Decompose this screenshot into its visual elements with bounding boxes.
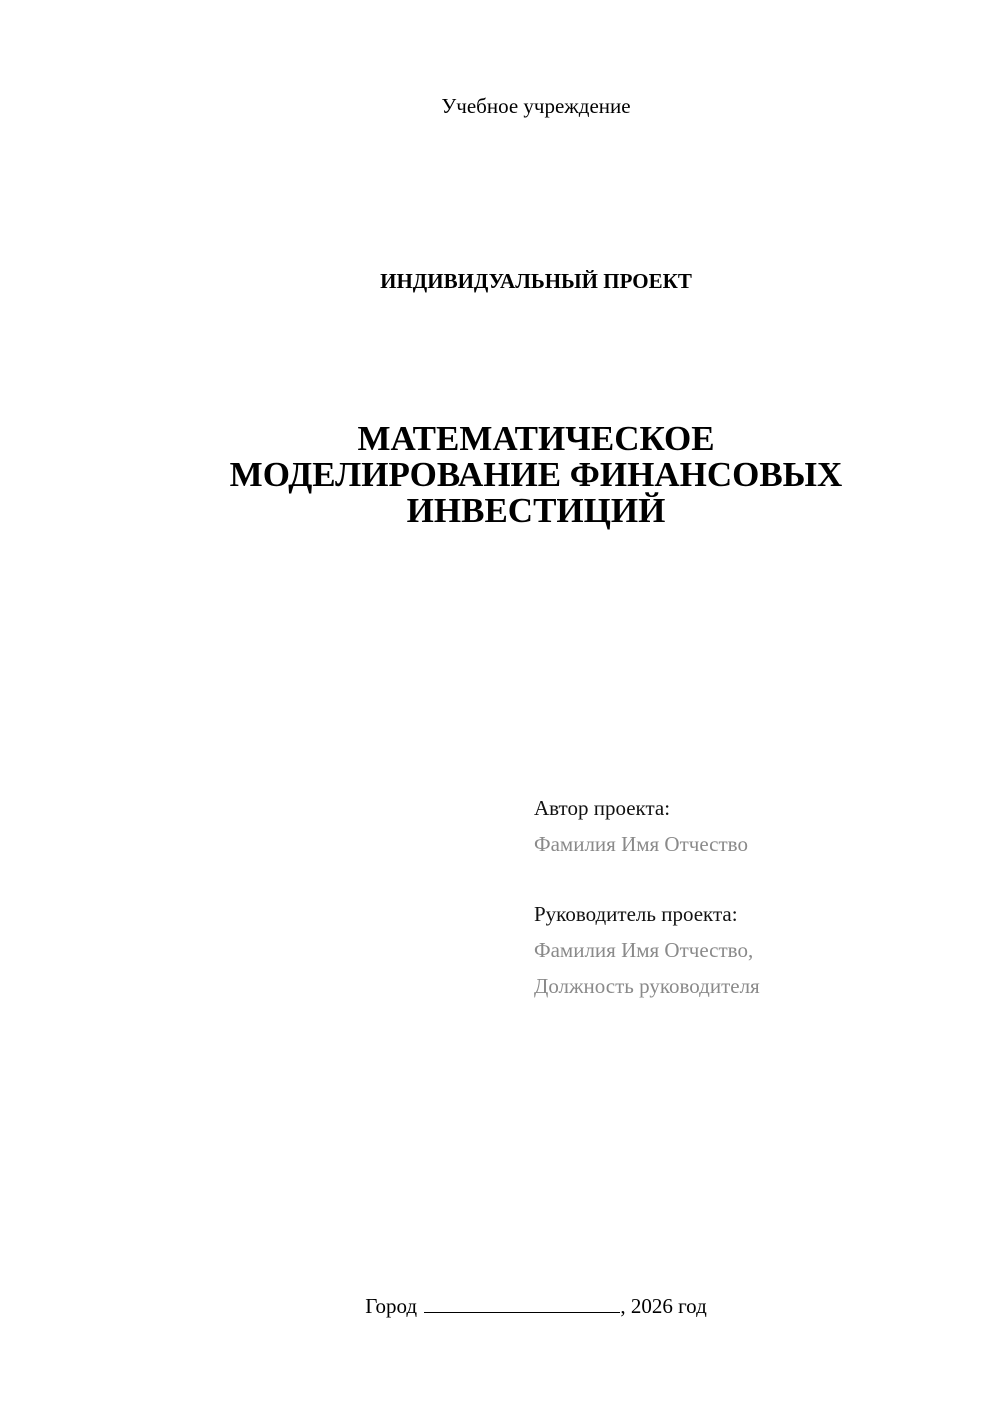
institution-name: Учебное учреждение [441,94,631,118]
supervisor-label: Руководитель проекта: [534,902,738,926]
credits-spacer [534,862,760,896]
city-label: Город [365,1294,418,1318]
supervisor-name: Фамилия Имя Отчество, [534,938,754,962]
project-title-line-3: ИНВЕСТИЦИЙ [406,491,666,530]
supervisor-position: Должность руководителя [534,974,760,998]
project-title [0,421,1000,529]
project-type-heading: ИНДИВИДУАЛЬНЫЙ ПРОЕКТ [380,269,692,293]
credits-block [534,790,760,1004]
city-blank-line [424,1292,620,1313]
author-label: Автор проекта: [534,796,671,820]
author-name: Фамилия Имя Отчество [534,832,748,856]
project-title-line-1: МАТЕМАТИЧЕСКОЕ [357,419,715,458]
project-title-line-2: МОДЕЛИРОВАНИЕ ФИНАНСОВЫХ [229,455,843,494]
year-text: , 2026 год [620,1294,707,1318]
footer-city-year [0,1292,1000,1319]
